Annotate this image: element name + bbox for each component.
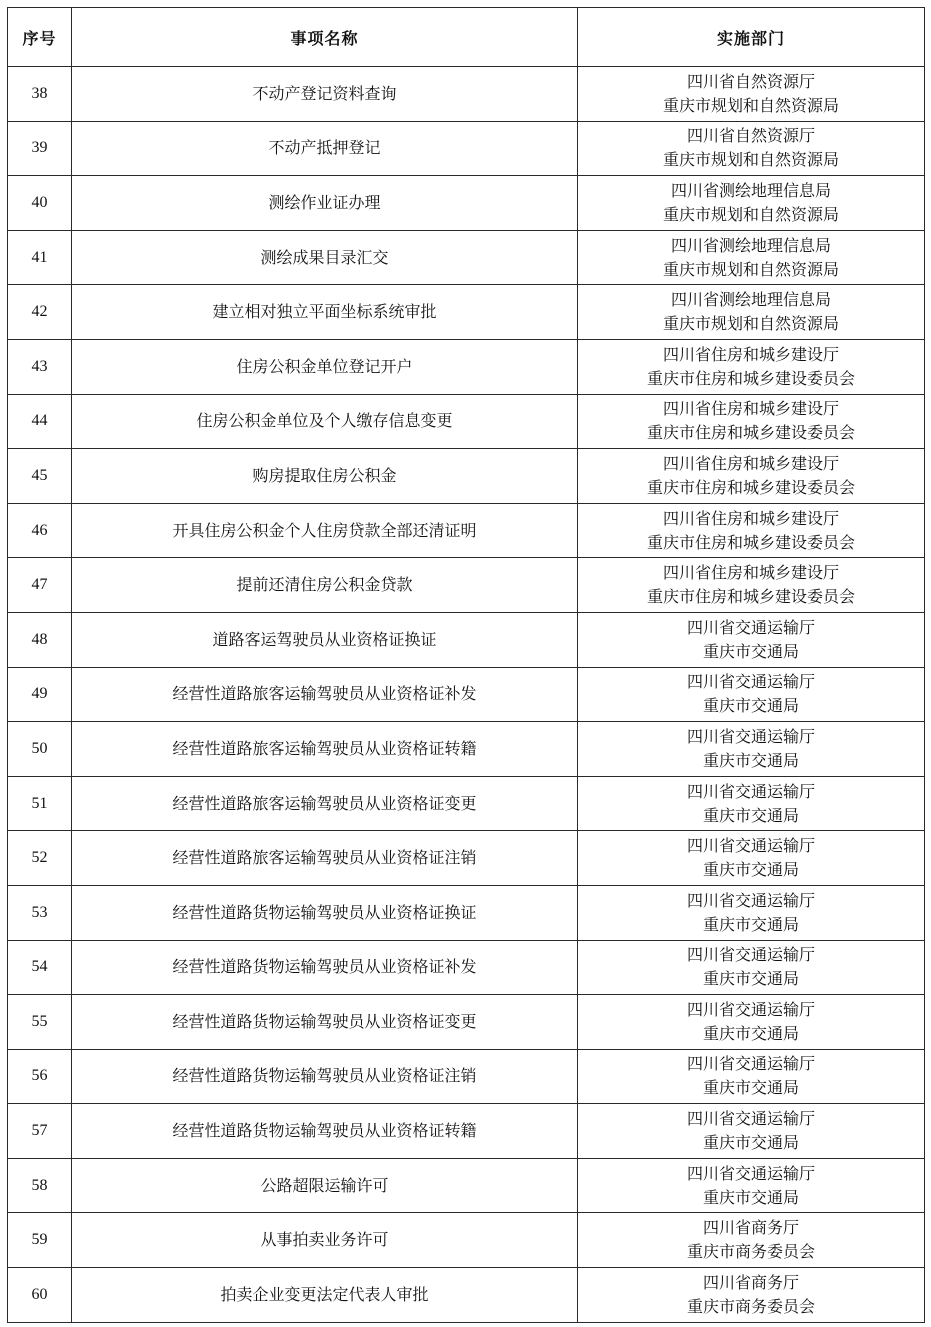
table-header (8, 8, 925, 67)
department-cell (578, 776, 925, 831)
item-name: 测绘作业证办理 (72, 176, 578, 231)
department-name: 重庆市住房和城乡建设委员会 (646, 368, 855, 388)
table-row (8, 776, 925, 831)
department-name: 重庆市规划和自然资源局 (662, 259, 839, 279)
department-cell (578, 558, 925, 613)
department-cell (578, 995, 925, 1050)
row-number: 48 (8, 612, 72, 667)
item-name: 经营性道路旅客运输驾驶员从业资格证补发 (72, 667, 578, 722)
department-cell (578, 230, 925, 285)
department-name: 重庆市交通局 (702, 1133, 799, 1153)
table-row (8, 612, 925, 667)
item-name: 经营性道路货物运输驾驶员从业资格证变更 (72, 995, 578, 1050)
table-row (8, 503, 925, 558)
table-row (8, 940, 925, 995)
item-name: 经营性道路货物运输驾驶员从业资格证补发 (72, 940, 578, 995)
department-name: 重庆市商务委员会 (686, 1242, 815, 1262)
row-number: 47 (8, 558, 72, 613)
department-name: 四川省住房和城乡建设厅 (662, 508, 839, 528)
row-number: 55 (8, 995, 72, 1050)
row-number: 59 (8, 1213, 72, 1268)
row-number: 39 (8, 121, 72, 176)
table-row (8, 285, 925, 340)
table-row (8, 722, 925, 777)
row-number: 53 (8, 885, 72, 940)
row-number: 42 (8, 285, 72, 340)
department-name: 四川省交通运输厅 (686, 781, 815, 801)
item-name: 经营性道路旅客运输驾驶员从业资格证转籍 (72, 722, 578, 777)
department-cell (578, 285, 925, 340)
department-name: 重庆市交通局 (702, 1023, 799, 1043)
table-row (8, 121, 925, 176)
row-number: 60 (8, 1268, 72, 1323)
department-name: 重庆市规划和自然资源局 (662, 204, 839, 224)
department-name: 重庆市交通局 (702, 1187, 799, 1207)
department-name: 重庆市规划和自然资源局 (662, 95, 839, 115)
department-cell (578, 121, 925, 176)
department-name: 四川省交通运输厅 (686, 999, 815, 1019)
table-row (8, 1049, 925, 1104)
table-row (8, 1213, 925, 1268)
department-cell (578, 885, 925, 940)
table-row (8, 667, 925, 722)
row-number: 54 (8, 940, 72, 995)
department-cell (578, 339, 925, 394)
department-cell (578, 67, 925, 122)
table-row (8, 1158, 925, 1213)
item-name: 不动产登记资料查询 (72, 67, 578, 122)
department-cell (578, 1158, 925, 1213)
department-cell (578, 831, 925, 886)
table-row (8, 1104, 925, 1159)
table-row (8, 995, 925, 1050)
header-item-name: 事项名称 (72, 8, 578, 67)
department-cell (578, 176, 925, 231)
department-name: 四川省交通运输厅 (686, 726, 815, 746)
item-name: 经营性道路旅客运输驾驶员从业资格证注销 (72, 831, 578, 886)
department-name: 重庆市住房和城乡建设委员会 (646, 477, 855, 497)
item-name: 住房公积金单位登记开户 (72, 339, 578, 394)
department-name: 重庆市规划和自然资源局 (662, 314, 839, 334)
row-number: 45 (8, 449, 72, 504)
department-cell (578, 503, 925, 558)
item-name: 不动产抵押登记 (72, 121, 578, 176)
item-name: 从事拍卖业务许可 (72, 1213, 578, 1268)
row-number: 38 (8, 67, 72, 122)
table-row (8, 394, 925, 449)
department-name: 四川省住房和城乡建设厅 (662, 344, 839, 364)
table-row (8, 558, 925, 613)
row-number: 51 (8, 776, 72, 831)
item-name: 测绘成果目录汇交 (72, 230, 578, 285)
department-name: 四川省自然资源厅 (686, 126, 815, 146)
table-row (8, 230, 925, 285)
department-name: 重庆市交通局 (702, 750, 799, 770)
item-name: 道路客运驾驶员从业资格证换证 (72, 612, 578, 667)
department-cell (578, 612, 925, 667)
department-name: 重庆市规划和自然资源局 (662, 150, 839, 170)
department-cell (578, 722, 925, 777)
row-number: 50 (8, 722, 72, 777)
department-name: 重庆市交通局 (702, 914, 799, 934)
department-name: 四川省测绘地理信息局 (670, 180, 831, 200)
table-body (8, 67, 925, 1323)
department-cell (578, 394, 925, 449)
row-number: 41 (8, 230, 72, 285)
table-row (8, 67, 925, 122)
department-cell (578, 449, 925, 504)
department-name: 四川省测绘地理信息局 (670, 235, 831, 255)
department-name: 重庆市交通局 (702, 805, 799, 825)
department-name: 重庆市交通局 (702, 969, 799, 989)
department-name: 重庆市交通局 (702, 860, 799, 880)
department-name: 四川省住房和城乡建设厅 (662, 399, 839, 419)
row-number: 43 (8, 339, 72, 394)
department-name: 重庆市交通局 (702, 1078, 799, 1098)
item-name: 经营性道路货物运输驾驶员从业资格证注销 (72, 1049, 578, 1104)
department-name: 四川省交通运输厅 (686, 945, 815, 965)
table-row (8, 339, 925, 394)
department-cell (578, 1104, 925, 1159)
table-row (8, 831, 925, 886)
department-name: 四川省交通运输厅 (686, 1054, 815, 1074)
department-name: 四川省交通运输厅 (686, 836, 815, 856)
department-name: 重庆市住房和城乡建设委员会 (646, 532, 855, 552)
row-number: 49 (8, 667, 72, 722)
department-cell (578, 1049, 925, 1104)
row-number: 56 (8, 1049, 72, 1104)
department-name: 四川省商务厅 (702, 1218, 799, 1238)
table-row (8, 1268, 925, 1323)
item-name: 提前还清住房公积金贷款 (72, 558, 578, 613)
item-name: 拍卖企业变更法定代表人审批 (72, 1268, 578, 1323)
department-name: 四川省交通运输厅 (686, 617, 815, 637)
department-name: 四川省交通运输厅 (686, 1163, 815, 1183)
header-department: 实施部门 (578, 8, 925, 67)
department-name: 四川省住房和城乡建设厅 (662, 563, 839, 583)
item-name: 住房公积金单位及个人缴存信息变更 (72, 394, 578, 449)
row-number: 40 (8, 176, 72, 231)
item-name: 经营性道路旅客运输驾驶员从业资格证变更 (72, 776, 578, 831)
department-name: 四川省测绘地理信息局 (670, 290, 831, 310)
department-cell (578, 667, 925, 722)
row-number: 57 (8, 1104, 72, 1159)
table-row (8, 176, 925, 231)
table-row (8, 449, 925, 504)
department-name: 重庆市交通局 (702, 696, 799, 716)
department-cell (578, 940, 925, 995)
header-number: 序号 (8, 8, 72, 67)
table-row (8, 885, 925, 940)
header-row (8, 8, 925, 67)
item-name: 建立相对独立平面坐标系统审批 (72, 285, 578, 340)
services-table (7, 7, 925, 1323)
department-cell (578, 1268, 925, 1323)
department-name: 重庆市交通局 (702, 641, 799, 661)
item-name: 购房提取住房公积金 (72, 449, 578, 504)
row-number: 46 (8, 503, 72, 558)
department-name: 四川省交通运输厅 (686, 672, 815, 692)
item-name: 公路超限运输许可 (72, 1158, 578, 1213)
department-name: 重庆市商务委员会 (686, 1296, 815, 1316)
item-name: 开具住房公积金个人住房贷款全部还清证明 (72, 503, 578, 558)
department-name: 四川省住房和城乡建设厅 (662, 453, 839, 473)
item-name: 经营性道路货物运输驾驶员从业资格证转籍 (72, 1104, 578, 1159)
department-name: 四川省交通运输厅 (686, 890, 815, 910)
department-name: 重庆市住房和城乡建设委员会 (646, 423, 855, 443)
department-name: 四川省商务厅 (702, 1272, 799, 1292)
item-name: 经营性道路货物运输驾驶员从业资格证换证 (72, 885, 578, 940)
row-number: 58 (8, 1158, 72, 1213)
department-name: 四川省交通运输厅 (686, 1109, 815, 1129)
row-number: 44 (8, 394, 72, 449)
department-cell (578, 1213, 925, 1268)
row-number: 52 (8, 831, 72, 886)
department-name: 四川省自然资源厅 (686, 71, 815, 91)
department-name: 重庆市住房和城乡建设委员会 (646, 587, 855, 607)
